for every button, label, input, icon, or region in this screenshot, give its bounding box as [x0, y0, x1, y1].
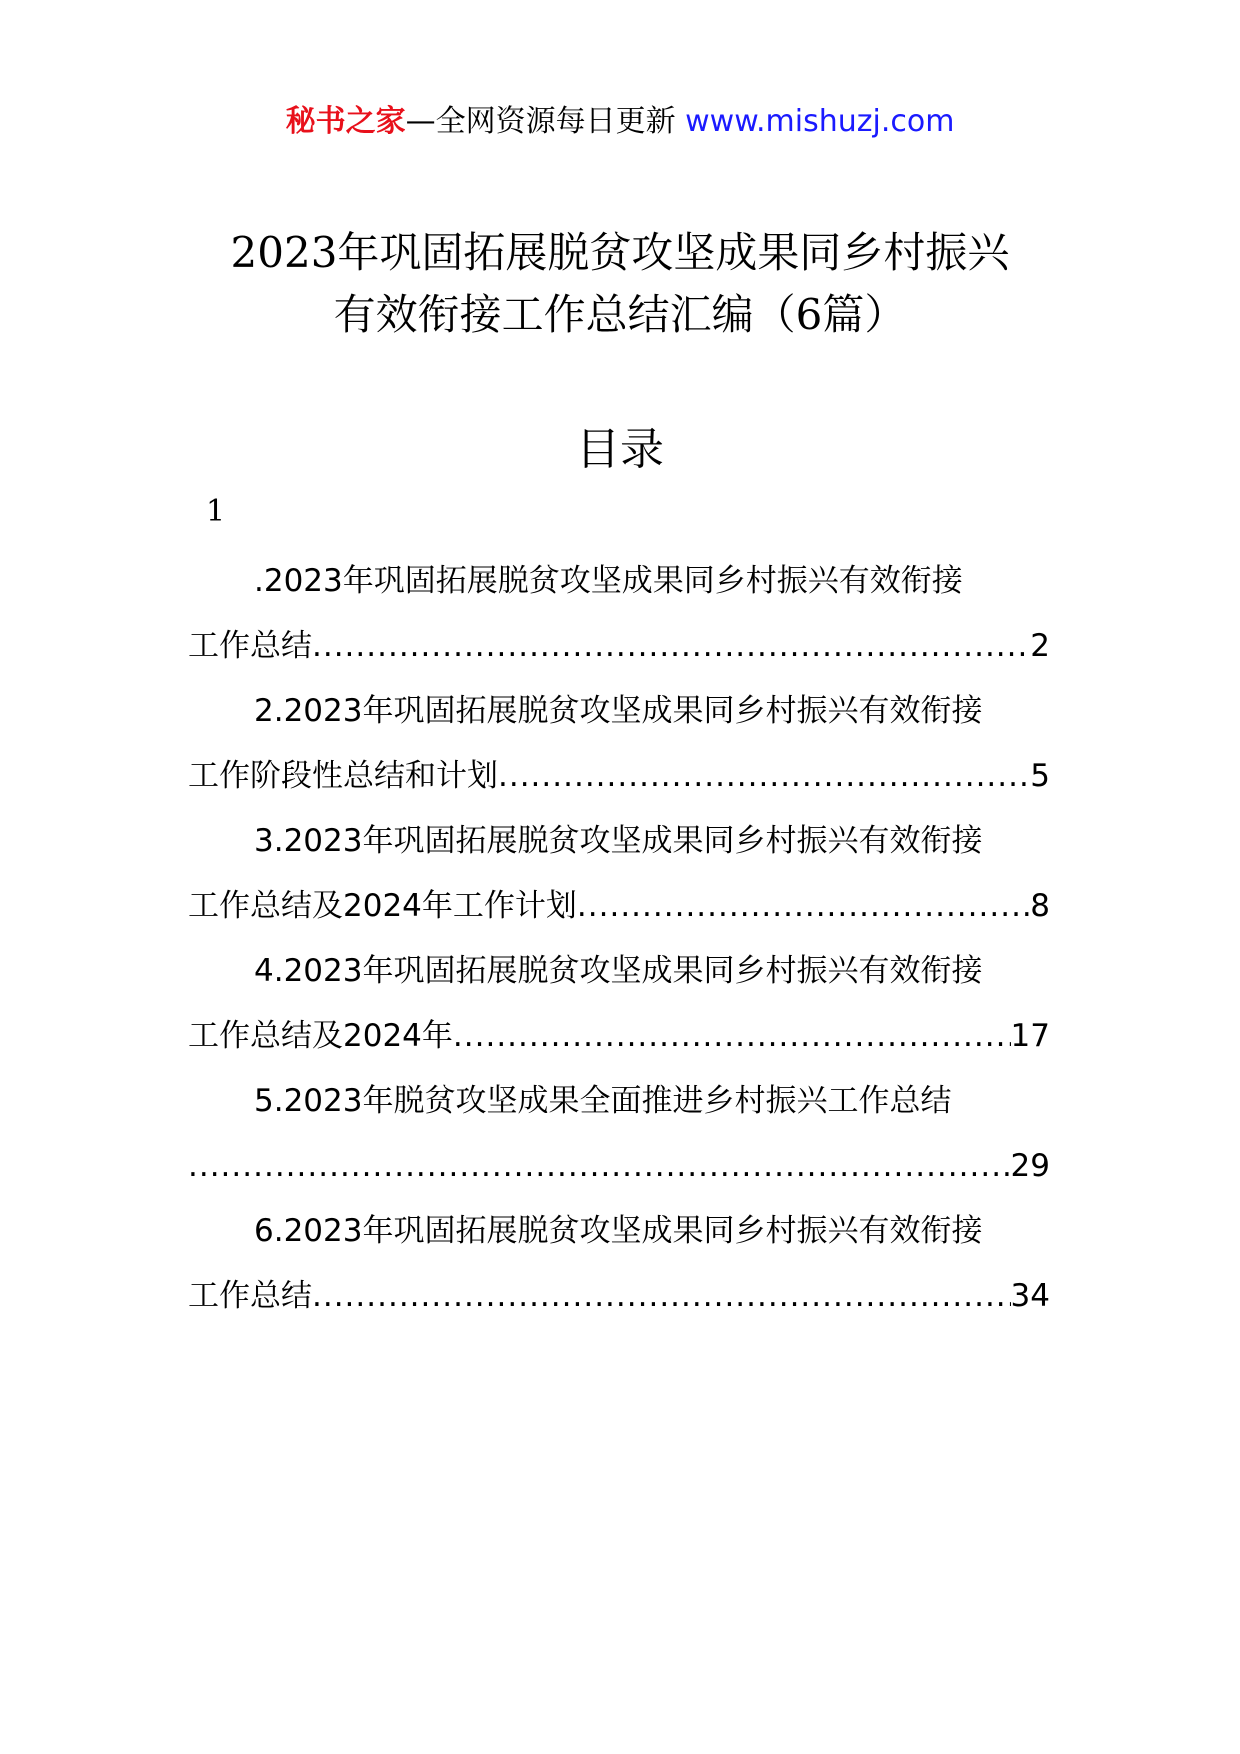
toc-entry-title[interactable]: 3.2023年巩固拓展脱贫攻坚成果同乡村振兴有效衔接 [254, 823, 983, 859]
toc-entry-title[interactable]: 4.2023年巩固拓展脱贫攻坚成果同乡村振兴有效衔接 [254, 953, 983, 989]
toc-page-number: 29 [1010, 1148, 1050, 1184]
dot-leader [453, 1004, 1011, 1068]
site-tagline: —全网资源每日更新 [405, 104, 676, 139]
dot-leader [188, 1134, 1011, 1198]
dot-leader [312, 614, 1030, 678]
toc-entry-continuation[interactable] [188, 614, 1050, 678]
toc-entry-title-cont: 工作总结及2024年 [188, 1018, 453, 1054]
toc-entry-continuation[interactable] [188, 744, 1050, 808]
brand-name: 秘书之家 [285, 104, 406, 139]
toc-entry-continuation[interactable] [188, 874, 1050, 938]
site-header [0, 100, 1240, 144]
toc-entry-title[interactable]: 2.2023年巩固拓展脱贫攻坚成果同乡村振兴有效衔接 [254, 693, 983, 729]
toc-entry-title-cont: 工作总结及2024年工作计划 [188, 888, 577, 924]
dot-leader [577, 874, 1030, 938]
title-line-2: 有效衔接工作总结汇编（6篇） [333, 290, 907, 339]
toc-entry-title-cont: 工作总结 [188, 1278, 312, 1314]
toc-entry-title-cont: 工作阶段性总结和计划 [188, 758, 498, 794]
table-of-contents [188, 548, 1050, 1328]
toc-entry-1[interactable] [188, 548, 1050, 678]
toc-entry-4[interactable] [188, 938, 1050, 1068]
toc-entry-continuation[interactable] [188, 1134, 1050, 1198]
dot-leader [312, 1264, 1011, 1328]
toc-entry-3[interactable] [188, 808, 1050, 938]
toc-entry-title[interactable]: 5.2023年脱贫攻坚成果全面推进乡村振兴工作总结 [254, 1083, 952, 1119]
toc-page-number: 2 [1030, 628, 1050, 664]
document-title [0, 222, 1240, 346]
toc-page-number: 8 [1030, 888, 1050, 924]
toc-entry-title[interactable]: .2023年巩固拓展脱贫攻坚成果同乡村振兴有效衔接 [254, 563, 963, 599]
toc-page-number: 5 [1030, 758, 1050, 794]
toc-entry-6[interactable] [188, 1198, 1050, 1328]
toc-entry-title[interactable]: 6.2023年巩固拓展脱贫攻坚成果同乡村振兴有效衔接 [254, 1213, 983, 1249]
title-line-1: 2023年巩固拓展脱贫攻坚成果同乡村振兴 [230, 228, 1010, 277]
dot-leader [498, 744, 1030, 808]
toc-heading: 目录 [576, 424, 664, 475]
toc-entry-5[interactable] [188, 1068, 1050, 1198]
toc-entry-2[interactable] [188, 678, 1050, 808]
site-url-link[interactable]: www.mishuzj.com [685, 104, 955, 139]
toc-marker: 1 [206, 494, 226, 529]
toc-entry-title-cont: 工作总结 [188, 628, 312, 664]
toc-page-number: 34 [1010, 1278, 1050, 1314]
toc-page-number: 17 [1010, 1018, 1050, 1054]
toc-entry-continuation[interactable] [188, 1264, 1050, 1328]
toc-entry-continuation[interactable] [188, 1004, 1050, 1068]
